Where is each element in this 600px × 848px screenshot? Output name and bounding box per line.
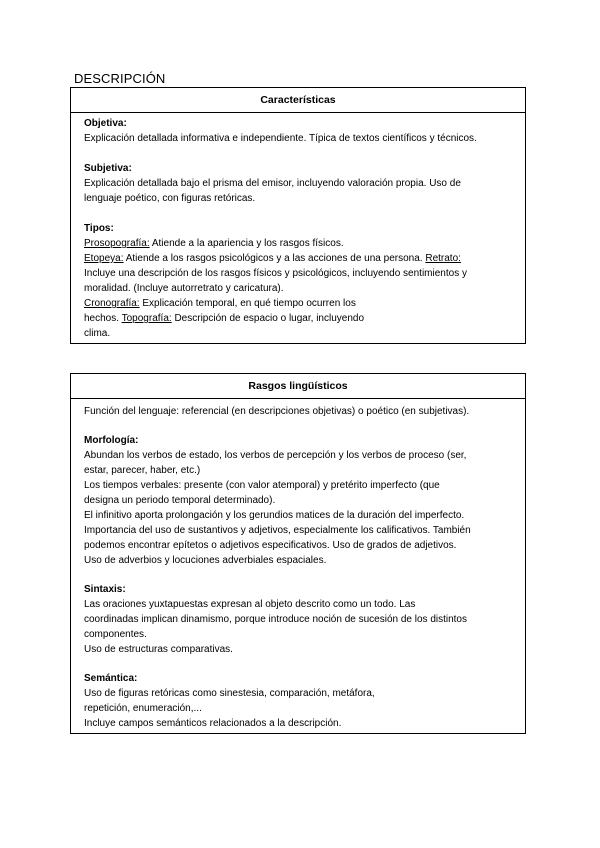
subjetiva-line-2: lenguaje poético, con figuras retóricas. [84, 193, 256, 204]
objetiva-heading: Objetiva: [84, 118, 127, 129]
etopeya-term: Etopeya: [84, 253, 124, 264]
semantica-section [84, 671, 517, 731]
morfologia-heading: Morfología: [84, 435, 139, 446]
cronografia-line [84, 296, 517, 311]
semantica-line: repetición, enumeración,... [84, 703, 202, 714]
sintaxis-line: coordinadas implican dinamismo, porque introduce noción de sucesión de los distintos [84, 614, 467, 625]
cronografia-text: Explicación temporal, en qué tiempo ocurren los [139, 298, 356, 309]
objetiva-text: Explicación detallada informativa e independiente. Típica de textos científicos y técnicos. [84, 133, 477, 144]
funcion-section [84, 404, 517, 419]
prosopografia-term: Prosopografía: [84, 238, 150, 249]
semantica-line: Incluye campos semánticos relacionados a la descripción. [84, 718, 342, 729]
etopeya-line [84, 251, 517, 266]
semantica-heading: Semántica: [84, 673, 138, 684]
rasgos-box [70, 373, 526, 734]
sintaxis-section [84, 582, 517, 657]
cronografia-term: Cronografía: [84, 298, 140, 309]
prosopografia-line [84, 236, 517, 251]
objetiva-section [84, 116, 517, 146]
tipos-heading: Tipos: [84, 223, 114, 234]
morfologia-line: podemos encontrar epítetos o adjetivos especificativos. Uso de grados de adjetivos. [84, 540, 457, 551]
subjetiva-line-1: Explicación detallada bajo el prisma del emisor, incluyendo valoración propia. Uso de [84, 178, 461, 189]
morfologia-line: Importancia del uso de sustantivos y adjetivos, especialmente los calificativos. También [84, 525, 471, 536]
retrato-line-3: moralidad. (Incluye autorretrato y caricatura). [84, 283, 284, 294]
morfologia-line: El infinitivo aporta prolongación y los gerundios matices de la duración del imperfecto. [84, 510, 465, 521]
morfologia-section [84, 433, 517, 568]
subjetiva-section [84, 161, 517, 206]
caracteristicas-box [70, 87, 526, 344]
sintaxis-line: componentes. [84, 629, 147, 640]
prosopografia-text: Atiende a la apariencia y los rasgos físicos. [149, 238, 344, 249]
subjetiva-heading: Subjetiva: [84, 163, 132, 174]
morfologia-line: Los tiempos verbales: presente (con valor atemporal) y pretérito imperfecto (que [84, 480, 440, 491]
topografia-line [84, 311, 517, 326]
sintaxis-heading: Sintaxis: [84, 584, 126, 595]
sintaxis-line: Uso de estructuras comparativas. [84, 644, 233, 655]
morfologia-line: Uso de adverbios y locuciones adverbiales espaciales. [84, 555, 327, 566]
cronografia-line-2: hechos. [84, 313, 122, 324]
topografia-text: Descripción de espacio o lugar, incluyendo [171, 313, 365, 324]
funcion-text: Función del lenguaje: referencial (en descripciones objetivas) o poético (en subjetivas). [84, 406, 470, 417]
retrato-term: Retrato: [425, 253, 461, 264]
retrato-line-2: Incluye una descripción de los rasgos físicos y psicológicos, incluyendo sentimientos y [84, 268, 467, 279]
semantica-line: Uso de figuras retóricas como sinestesia, comparación, metáfora, [84, 688, 375, 699]
caracteristicas-header: Características [71, 88, 525, 113]
page-title: DESCRIPCIÓN [74, 71, 166, 86]
topografia-term: Topografía: [121, 313, 172, 324]
topografia-line-2: clima. [84, 328, 111, 339]
etopeya-text: Atiende a los rasgos psicológicos y a las acciones de una persona. [123, 253, 426, 264]
morfologia-line: estar, parecer, haber, etc.) [84, 465, 201, 476]
morfologia-line: Abundan los verbos de estado, los verbos de percepción y los verbos de proceso (ser, [84, 450, 467, 461]
sintaxis-line: Las oraciones yuxtapuestas expresan al objeto descrito como un todo. Las [84, 599, 416, 610]
rasgos-header: Rasgos lingüísticos [71, 374, 525, 399]
morfologia-line: designa un periodo temporal determinado). [84, 495, 276, 506]
tipos-section [84, 221, 517, 341]
